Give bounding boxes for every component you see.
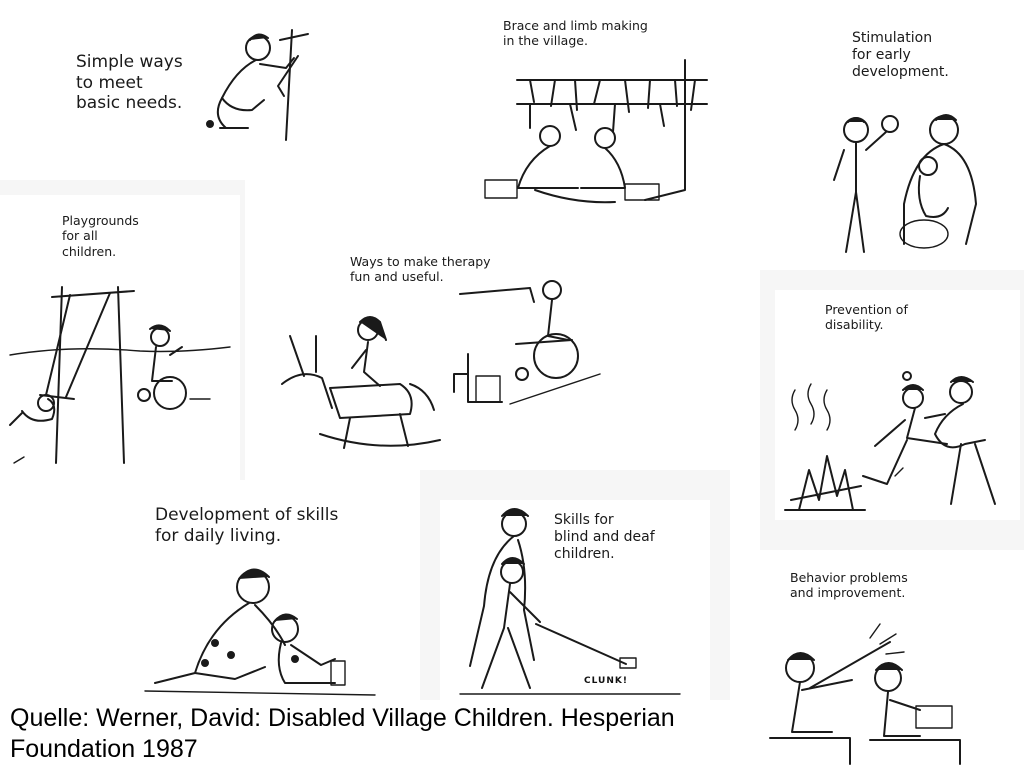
panel-playgrounds-label: Playgrounds for all children. <box>62 213 139 259</box>
brace-limb-illustration <box>475 40 715 210</box>
panel-stimulation-label: Stimulation for early development. <box>852 30 949 81</box>
source-caption: Quelle: Werner, David: Disabled Village Children. Hesperian Foundation 1987 <box>10 704 675 763</box>
panel-therapy <box>270 240 610 455</box>
panel-prevention <box>775 290 1020 520</box>
panel-blind-deaf <box>440 500 710 700</box>
panel-prevention-label: Prevention of disability. <box>825 302 908 333</box>
prevention-illustration <box>775 360 1020 520</box>
stimulation-illustration <box>820 110 1020 260</box>
panel-brace-limb <box>475 10 715 210</box>
panel-daily-living-label: Development of skills for daily living. <box>155 505 339 546</box>
panel-basic-needs <box>60 20 330 150</box>
panel-behavior-label: Behavior problems and improvement. <box>790 570 908 601</box>
panel-brace-limb-label: Brace and limb making in the village. <box>503 18 648 49</box>
clunk-sound-text: CLUNK! <box>584 676 628 686</box>
panel-basic-needs-label: Simple ways to meet basic needs. <box>76 52 183 114</box>
panel-daily-living <box>135 495 420 705</box>
panel-therapy-label: Ways to make therapy fun and useful. <box>350 254 491 285</box>
panel-blind-deaf-label: Skills for blind and deaf children. <box>554 512 655 563</box>
panel-stimulation <box>820 20 1020 260</box>
behavior-illustration <box>770 618 1024 768</box>
therapy-illustration <box>270 284 610 454</box>
playgrounds-illustration <box>0 275 240 475</box>
blind-deaf-illustration <box>440 500 710 700</box>
basic-needs-illustration <box>200 20 330 150</box>
panel-playgrounds <box>0 195 240 480</box>
daily-living-illustration <box>135 563 420 703</box>
panel-behavior <box>770 560 1024 768</box>
